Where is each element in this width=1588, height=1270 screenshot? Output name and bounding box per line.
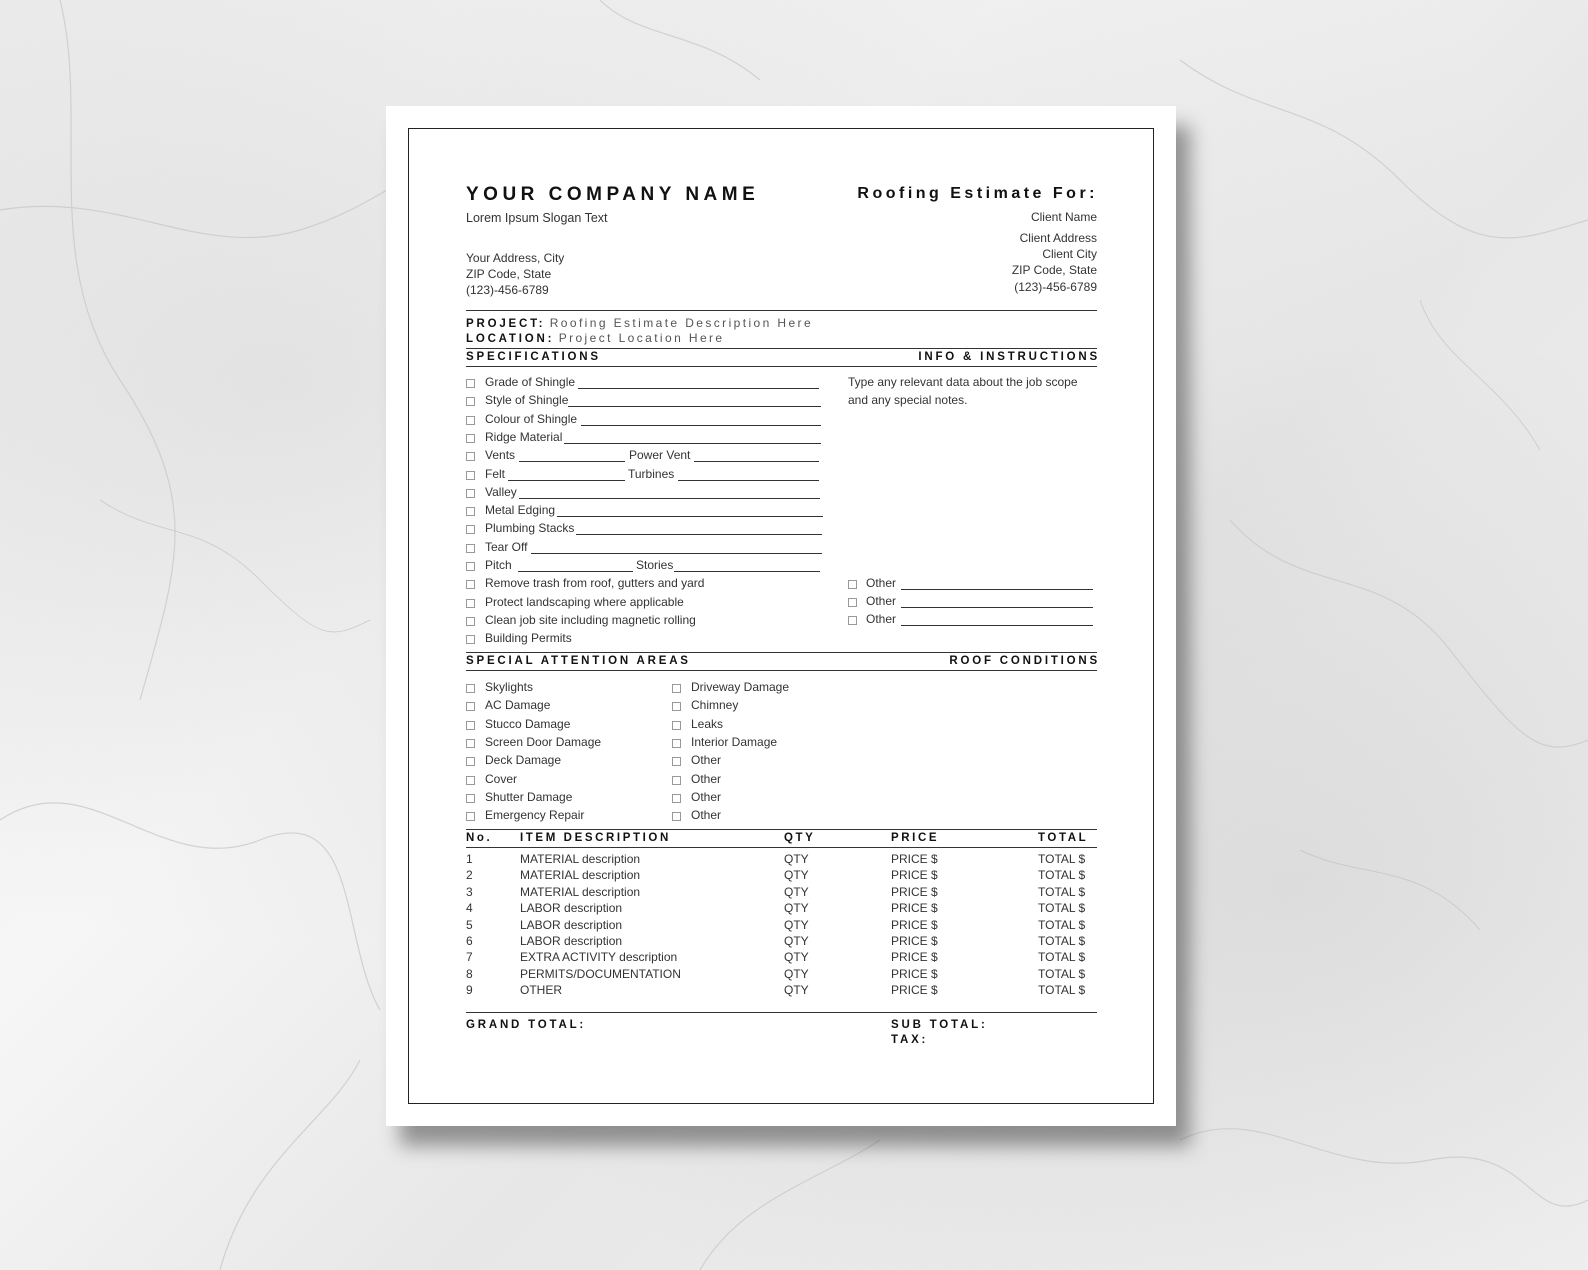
table-cell-desc: MATERIAL description: [520, 868, 641, 883]
attention-other-label: Other: [691, 789, 722, 804]
col-header-qty: QTY: [784, 832, 816, 844]
spec-felt-checkbox[interactable]: [466, 471, 475, 480]
spec-felt-label: Felt: [485, 466, 506, 481]
specifications-heading: SPECIFICATIONS: [466, 351, 601, 363]
attention-skylights-label: Skylights: [485, 680, 534, 694]
location-row: [466, 329, 724, 347]
table-cell-total: TOTAL $: [1038, 884, 1086, 899]
spec-protect-landscaping-where-applicable-checkbox[interactable]: [466, 599, 475, 608]
client-address: Client Address: [1019, 231, 1097, 245]
client-phone: (123)-456-6789: [1014, 280, 1097, 294]
divider: [466, 652, 1097, 653]
spec-plumbing-stacks-checkbox[interactable]: [466, 525, 475, 534]
spec-plumbing-stacks-label: Plumbing Stacks: [485, 521, 575, 536]
attention-driveway-damage-checkbox[interactable]: [672, 684, 681, 693]
attention-screen-door-damage-label: Screen Door Damage: [485, 734, 602, 749]
table-cell-qty: QTY: [784, 917, 809, 932]
other-3-label: Other: [866, 612, 897, 626]
spec-vents-checkbox[interactable]: [466, 452, 475, 461]
table-cell-price: PRICE $: [891, 852, 938, 866]
spec-remove-trash-from-roof-gutters-and-yard-checkbox[interactable]: [466, 580, 475, 589]
attention-stucco-damage-label: Stucco Damage: [485, 716, 571, 731]
table-cell-total: TOTAL $: [1038, 966, 1086, 981]
table-cell-no: 7: [466, 950, 473, 965]
table-cell-no: 1: [466, 852, 473, 866]
spec-clean-job-site-including-magnetic-rolling-checkbox[interactable]: [466, 617, 475, 626]
spec-style-of-shingle-label: Style of Shingle: [485, 393, 569, 408]
spec-pitch-label: Pitch: [485, 558, 512, 572]
divider: [466, 366, 1097, 367]
attention-other-checkbox[interactable]: [672, 757, 681, 766]
attention-emergency-repair-checkbox[interactable]: [466, 812, 475, 821]
spec-style-of-shingle-field[interactable]: [568, 406, 821, 407]
table-cell-price: PRICE $: [891, 983, 938, 998]
other-1-checkbox[interactable]: [848, 580, 857, 589]
attention-shutter-damage-checkbox[interactable]: [466, 794, 475, 803]
other-3-checkbox[interactable]: [848, 616, 857, 625]
company-address-line1: Your Address, City: [466, 251, 565, 265]
spec-building-permits-checkbox[interactable]: [466, 635, 475, 644]
spec-tear-off-label: Tear Off: [485, 539, 528, 554]
attention-chimney-label: Chimney: [691, 698, 739, 713]
spec-plumbing-stacks-field[interactable]: [576, 534, 822, 535]
spec-valley-label: Valley: [485, 484, 517, 499]
table-cell-price: PRICE $: [891, 950, 938, 965]
col-header-price: PRICE: [891, 832, 940, 844]
spec-pitch-field[interactable]: [518, 571, 633, 572]
spec-metal-edging-label: Metal Edging: [485, 503, 556, 518]
other-3-field[interactable]: [901, 625, 1093, 626]
spec-colour-of-shingle-label: Colour of Shingle: [485, 411, 578, 426]
table-cell-qty: QTY: [784, 983, 809, 998]
spec-protect-landscaping-where-applicable-label: Protect landscaping where applicable: [485, 594, 684, 609]
table-cell-price: PRICE $: [891, 917, 938, 932]
table-cell-total: TOTAL $: [1038, 901, 1086, 916]
spec-vents-label: Vents: [485, 448, 516, 463]
company-slogan: Lorem Ipsum Slogan Text: [466, 211, 608, 225]
other-2-field[interactable]: [901, 607, 1093, 608]
attention-heading: SPECIAL ATTENTION AREAS: [466, 655, 691, 667]
attention-ac-damage-checkbox[interactable]: [466, 702, 475, 711]
other-1-label: Other: [866, 576, 897, 590]
spec-valley-checkbox[interactable]: [466, 489, 475, 498]
attention-cover-checkbox[interactable]: [466, 776, 475, 785]
attention-interior-damage-checkbox[interactable]: [672, 739, 681, 748]
attention-screen-door-damage-checkbox[interactable]: [466, 739, 475, 748]
table-cell-desc: LABOR description: [520, 901, 623, 916]
table-cell-qty: QTY: [784, 950, 809, 965]
table-cell-no: 5: [466, 917, 473, 932]
project-label: PROJECT:: [466, 318, 546, 330]
divider: [466, 847, 1097, 848]
stories-label: Stories: [636, 558, 674, 572]
spec-grade-of-shingle-label: Grade of Shingle: [485, 375, 576, 389]
estimate-title: Roofing Estimate For:: [857, 185, 1098, 202]
table-cell-total: TOTAL $: [1038, 950, 1086, 965]
table-cell-price: PRICE $: [891, 868, 938, 883]
table-cell-price: PRICE $: [891, 934, 938, 948]
attention-deck-damage-label: Deck Damage: [485, 753, 562, 768]
table-cell-total: TOTAL $: [1038, 934, 1086, 948]
spec-remove-trash-from-roof-gutters-and-yard-label: Remove trash from roof, gutters and yard: [485, 576, 705, 591]
power-vent-field[interactable]: [694, 461, 819, 462]
table-cell-price: PRICE $: [891, 884, 938, 899]
attention-cover-label: Cover: [485, 771, 518, 786]
info-text-line2: and any special notes.: [848, 393, 968, 407]
info-heading: INFO & INSTRUCTIONS: [918, 351, 1100, 363]
spec-felt-field[interactable]: [508, 480, 625, 481]
table-cell-qty: QTY: [784, 966, 809, 981]
attention-other-label: Other: [691, 753, 722, 768]
attention-chimney-checkbox[interactable]: [672, 702, 681, 711]
attention-other-checkbox[interactable]: [672, 812, 681, 821]
attention-driveway-damage-label: Driveway Damage: [691, 680, 790, 694]
table-cell-no: 2: [466, 868, 473, 883]
table-cell-no: 3: [466, 884, 473, 899]
spec-metal-edging-field[interactable]: [557, 516, 823, 517]
attention-other-checkbox[interactable]: [672, 794, 681, 803]
other-2-label: Other: [866, 594, 897, 608]
table-cell-no: 4: [466, 901, 473, 916]
attention-interior-damage-label: Interior Damage: [691, 734, 778, 749]
spec-clean-job-site-including-magnetic-rolling-label: Clean job site including magnetic rolling: [485, 612, 696, 627]
table-cell-desc: PERMITS/DOCUMENTATION: [520, 966, 681, 981]
stories-field[interactable]: [674, 571, 820, 572]
table-cell-qty: QTY: [784, 868, 809, 883]
divider: [466, 310, 1097, 311]
table-cell-no: 8: [466, 966, 473, 981]
client-name: Client Name: [1030, 210, 1097, 224]
turbines-field[interactable]: [678, 480, 819, 481]
table-cell-desc: LABOR description: [520, 917, 623, 932]
attention-other-label: Other: [691, 771, 722, 786]
spec-colour-of-shingle-field[interactable]: [581, 425, 821, 426]
spec-ridge-material-label: Ridge Material: [485, 429, 563, 444]
spec-grade-of-shingle-field[interactable]: [578, 388, 819, 389]
project-value: Roofing Estimate Description Here: [549, 316, 814, 330]
table-cell-no: 9: [466, 983, 473, 998]
table-cell-total: TOTAL $: [1038, 852, 1086, 866]
divider: [466, 348, 1097, 349]
spec-style-of-shingle-checkbox[interactable]: [466, 397, 475, 406]
attention-deck-damage-checkbox[interactable]: [466, 757, 475, 766]
table-cell-no: 6: [466, 934, 473, 948]
client-city: Client City: [1042, 247, 1097, 261]
spec-building-permits-label: Building Permits: [485, 631, 572, 646]
grand-total-label: GRAND TOTAL:: [466, 1019, 587, 1031]
table-cell-qty: QTY: [784, 934, 809, 948]
turbines-label: Turbines: [628, 466, 675, 481]
company-address-line2: ZIP Code, State: [466, 267, 552, 281]
spec-tear-off-checkbox[interactable]: [466, 544, 475, 553]
attention-stucco-damage-checkbox[interactable]: [466, 721, 475, 730]
sub-total-label: SUB TOTAL:: [891, 1019, 988, 1031]
spec-vents-field[interactable]: [519, 461, 625, 462]
location-value: Project Location Here: [558, 331, 725, 345]
power-vent-label: Power Vent: [629, 448, 691, 463]
table-cell-total: TOTAL $: [1038, 917, 1086, 932]
tax-label: TAX:: [891, 1034, 929, 1046]
attention-shutter-damage-label: Shutter Damage: [485, 789, 573, 804]
spec-valley-field[interactable]: [519, 498, 820, 499]
table-cell-price: PRICE $: [891, 901, 938, 916]
col-header-no: No.: [466, 832, 493, 844]
info-text-line1: Type any relevant data about the job scope: [848, 375, 1078, 389]
spec-metal-edging-checkbox[interactable]: [466, 507, 475, 516]
attention-other-checkbox[interactable]: [672, 776, 681, 785]
table-cell-qty: QTY: [784, 901, 809, 916]
table-cell-desc: OTHER: [520, 983, 562, 998]
table-cell-desc: LABOR description: [520, 934, 623, 948]
spec-grade-of-shingle-checkbox[interactable]: [466, 379, 475, 388]
spec-pitch-checkbox[interactable]: [466, 562, 475, 571]
attention-emergency-repair-label: Emergency Repair: [485, 808, 585, 823]
other-1-field[interactable]: [901, 589, 1093, 590]
attention-leaks-checkbox[interactable]: [672, 721, 681, 730]
roof-conditions-heading: ROOF CONDITIONS: [949, 655, 1100, 667]
spec-colour-of-shingle-checkbox[interactable]: [466, 416, 475, 425]
table-cell-total: TOTAL $: [1038, 868, 1086, 883]
attention-other-label: Other: [691, 808, 722, 823]
company-phone: (123)-456-6789: [466, 283, 549, 297]
col-header-total: TOTAL: [1038, 832, 1089, 844]
other-2-checkbox[interactable]: [848, 598, 857, 607]
table-cell-price: PRICE $: [891, 966, 938, 981]
spec-ridge-material-checkbox[interactable]: [466, 434, 475, 443]
divider: [466, 829, 1097, 830]
divider: [466, 670, 1097, 671]
attention-skylights-checkbox[interactable]: [466, 684, 475, 693]
client-zip: ZIP Code, State: [1011, 263, 1097, 277]
table-cell-desc: MATERIAL description: [520, 852, 641, 866]
table-cell-qty: QTY: [784, 884, 809, 899]
attention-ac-damage-label: AC Damage: [485, 698, 551, 713]
spec-tear-off-field[interactable]: [531, 553, 822, 554]
location-label: LOCATION:: [466, 333, 555, 345]
table-cell-desc: MATERIAL description: [520, 884, 641, 899]
spec-ridge-material-field[interactable]: [564, 443, 821, 444]
table-cell-qty: QTY: [784, 852, 809, 866]
table-cell-total: TOTAL $: [1038, 983, 1086, 998]
table-cell-desc: EXTRA ACTIVITY description: [520, 950, 678, 965]
col-header-description: ITEM DESCRIPTION: [520, 832, 671, 844]
attention-leaks-label: Leaks: [691, 716, 724, 731]
company-name: YOUR COMPANY NAME: [466, 184, 760, 205]
divider: [466, 1012, 1097, 1013]
